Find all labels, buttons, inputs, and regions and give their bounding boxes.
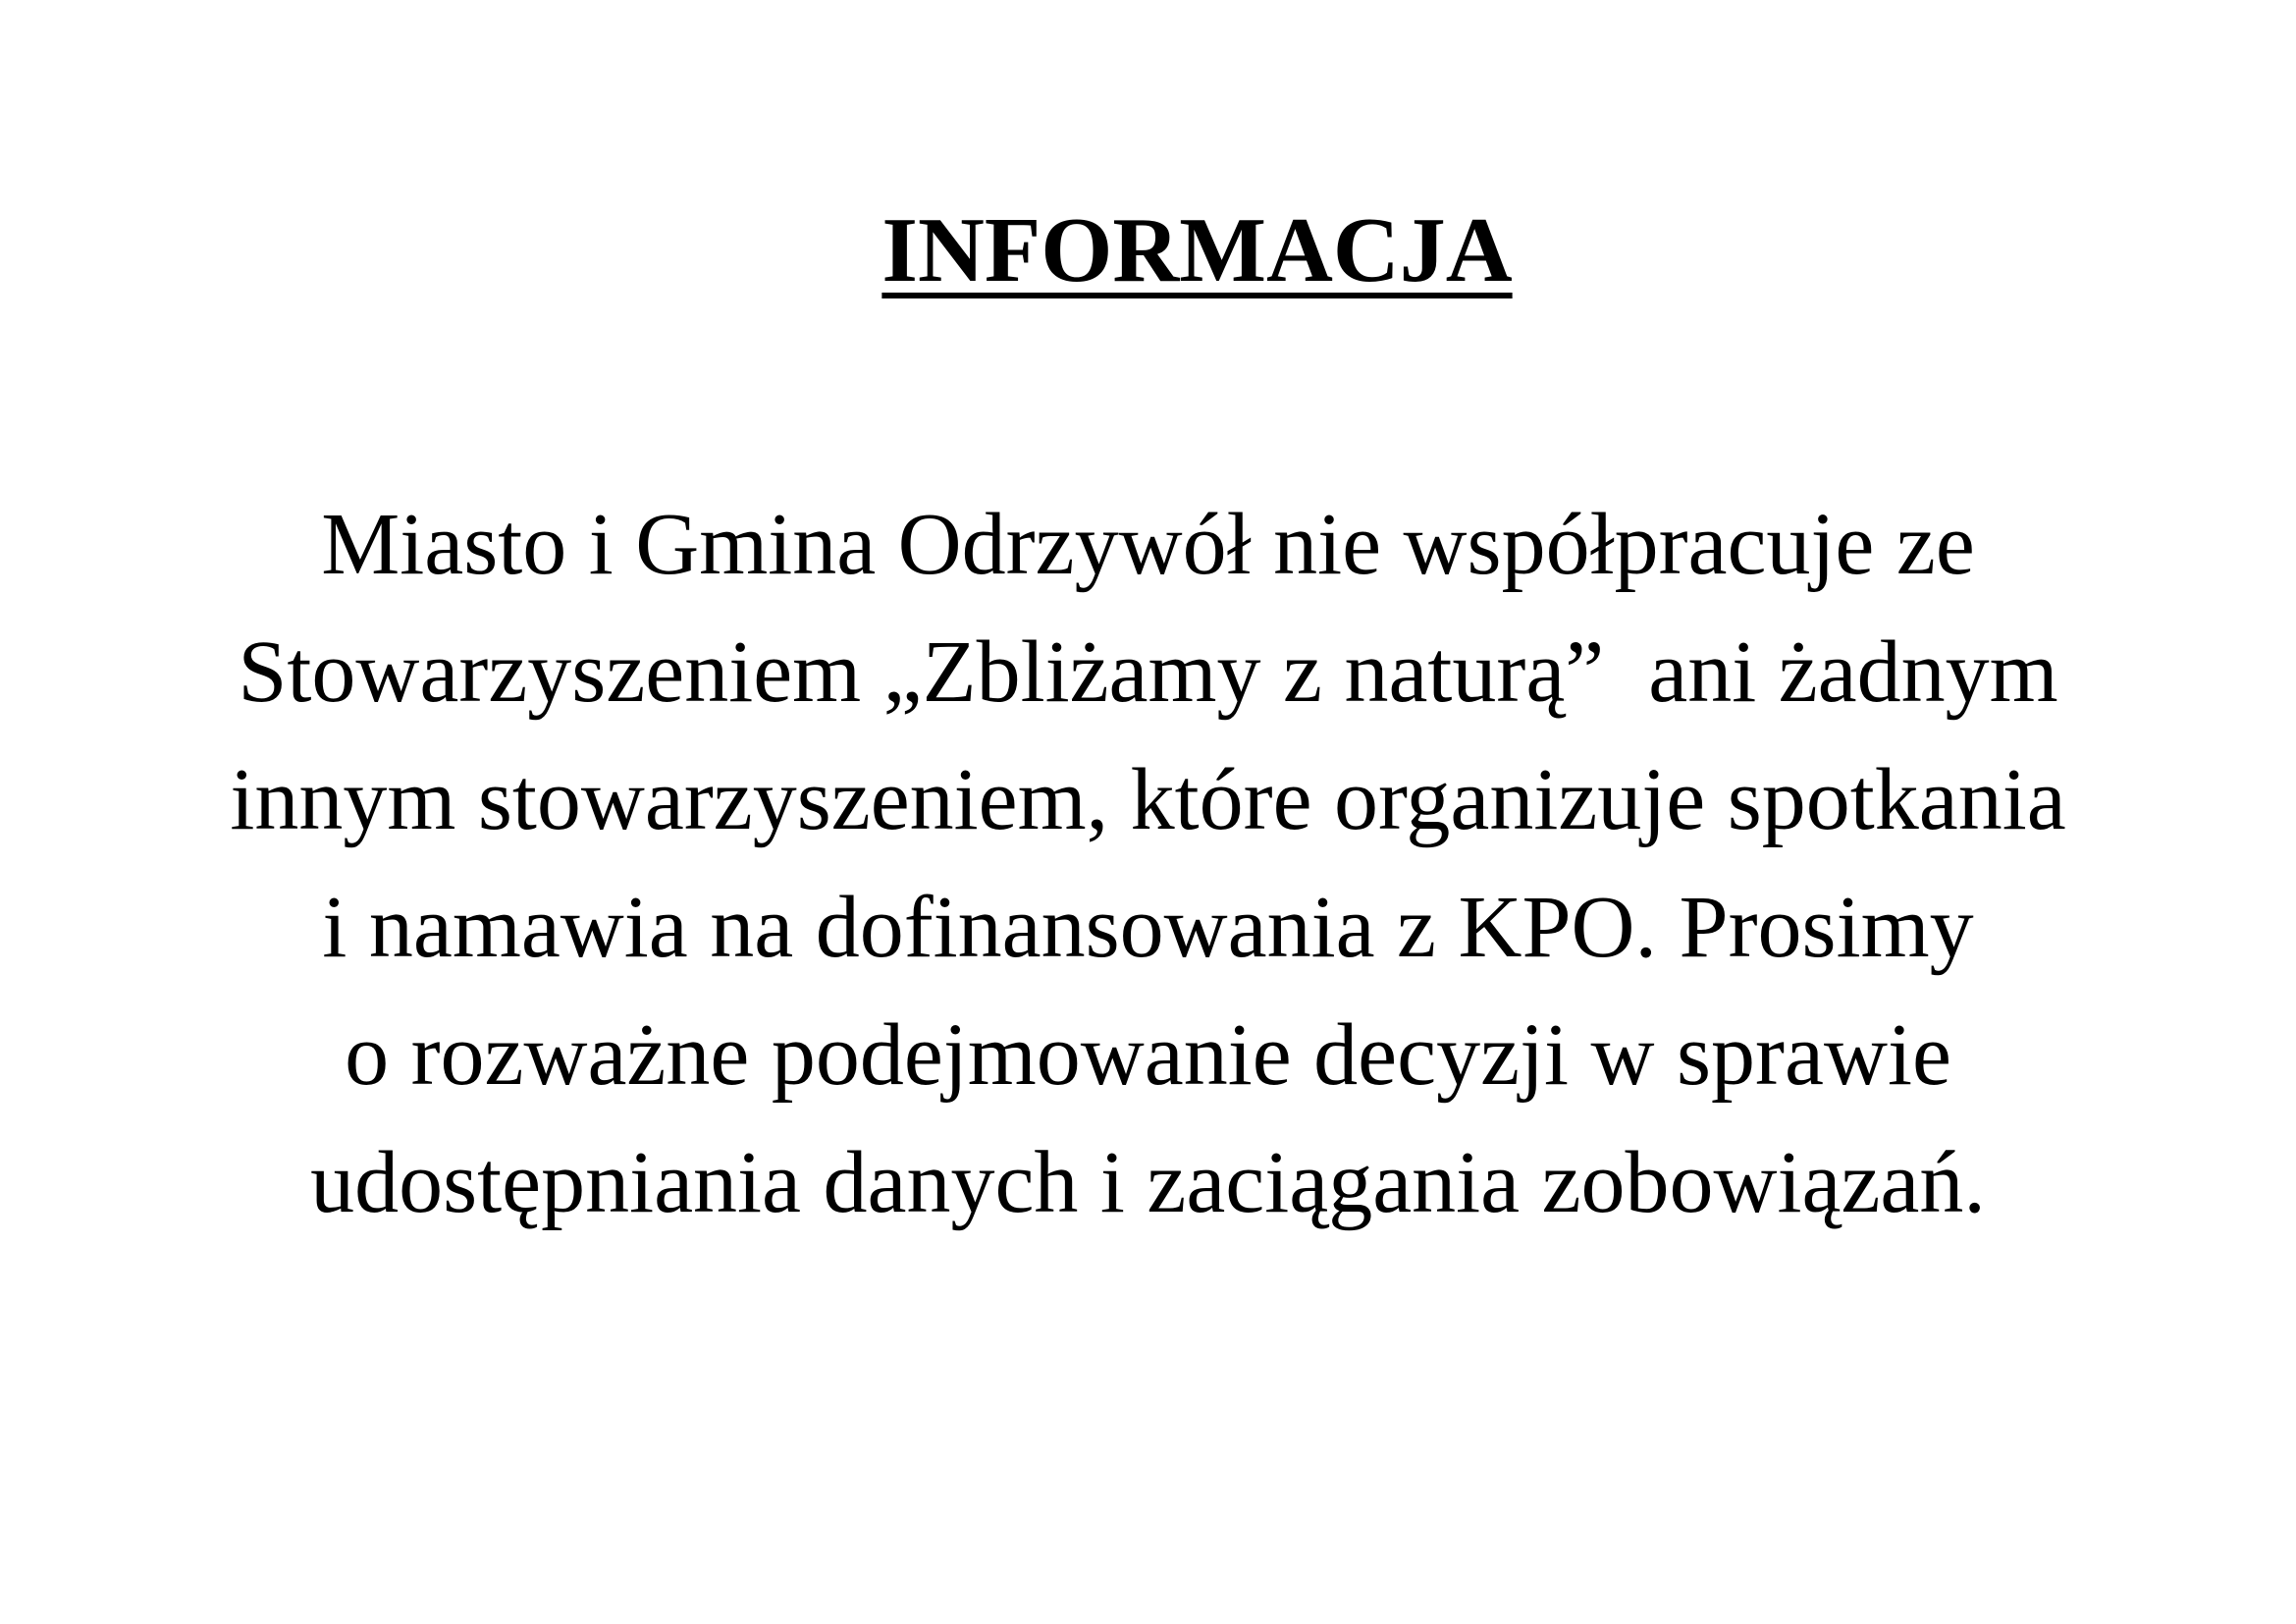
notice-line-1: Miasto i Gmina Odrzywół nie współpracuje ze xyxy=(321,496,1975,593)
notice-line-5: o rozważne podejmowanie decyzji w sprawie xyxy=(345,1006,1951,1104)
notice-line-3: innym stowarzyszeniem, które organizuje spotkania xyxy=(230,751,2066,848)
notice-line-6: udostępniania danych i zaciągania zobowiązań. xyxy=(310,1134,1986,1231)
document-title: INFORMACJA xyxy=(881,199,1513,301)
notice-line-4: i namawia na dofinansowania z KPO. Prosimy xyxy=(322,879,1974,976)
notice-body xyxy=(0,481,2296,1247)
notice-line-2: Stowarzyszeniem „Zbliżamy z naturą” ani żadnym xyxy=(238,623,2058,721)
